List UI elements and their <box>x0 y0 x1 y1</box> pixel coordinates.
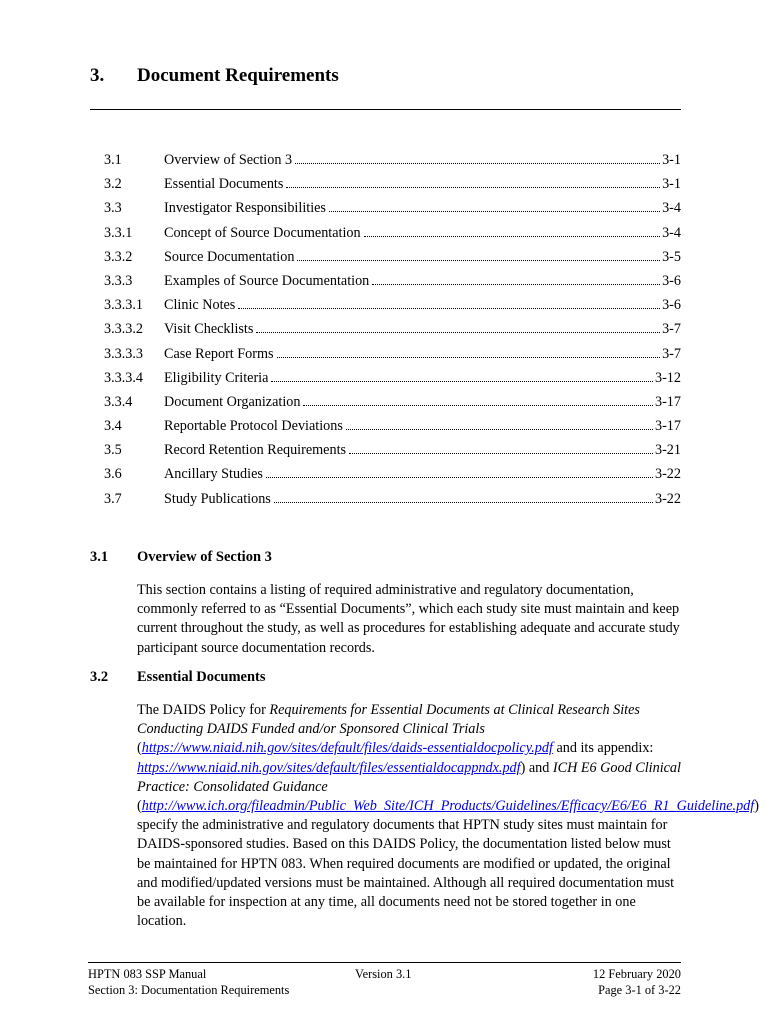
toc-dot-leader <box>274 502 653 503</box>
toc-dot-leader <box>329 211 660 212</box>
toc-entry-page: 3-22 <box>654 466 681 483</box>
section-3-2-body <box>137 701 759 931</box>
toc-dot-leader <box>271 381 653 382</box>
toc-entry-title: Source Documentation <box>164 248 295 265</box>
toc-dot-leader <box>286 187 660 188</box>
toc-entry-number: 3.1 <box>104 152 122 168</box>
toc-dot-leader <box>349 453 653 454</box>
toc-entry-page: 3-17 <box>654 418 681 435</box>
policy-title: Requirements for Essential Documents at Clinical Research Sites Conducting DAIDS Funded and/or Sponsored Clinical Trials <box>137 702 640 738</box>
ich-guideline-link[interactable]: http://www.ich.org/fileadmin/Public_Web_Site/ICH_Products/Guidelines/Efficacy/E6/E6_R1_Guideline.pdf <box>141 798 755 815</box>
toc-entry-title: Record Retention Requirements <box>164 442 347 459</box>
toc-entry[interactable] <box>104 464 681 488</box>
policy-link[interactable]: https://www.niaid.nih.gov/sites/default/files/daids-essentialdocpolicy.pdf <box>141 740 553 757</box>
toc-entry-title: Concept of Source Documentation <box>164 224 361 241</box>
footer-version: Version 3.1 <box>355 967 412 981</box>
toc-dot-leader <box>256 332 660 333</box>
toc-entry-number: 3.3.2 <box>104 248 133 265</box>
paren-open: ( <box>137 798 142 815</box>
toc-dot-leader <box>238 308 660 309</box>
table-of-contents <box>104 150 681 513</box>
toc-entry-title: Study Publications <box>164 490 271 507</box>
toc-entry-number: 3.3.1 <box>104 224 133 241</box>
toc-entry-number: 3.2 <box>104 176 122 193</box>
paren-open: ( <box>137 740 142 757</box>
footer-manual-name: HPTN 083 SSP Manual <box>88 967 207 981</box>
toc-dot-leader <box>372 284 660 285</box>
toc-entry[interactable] <box>104 174 681 198</box>
toc-entry-page: 3-6 <box>662 297 681 314</box>
section-title: Essential Documents <box>137 669 266 685</box>
toc-dot-leader <box>297 260 660 261</box>
chapter-title: Document Requirements <box>137 65 339 86</box>
toc-entry-title: Case Report Forms <box>164 345 274 362</box>
toc-entry-page: 3-12 <box>654 369 681 386</box>
footer-divider <box>88 962 681 963</box>
toc-dot-leader <box>277 357 661 358</box>
toc-entry-number: 3.3.3.4 <box>104 369 144 386</box>
chapter-number: 3. <box>90 65 105 86</box>
toc-entry-number: 3.6 <box>104 466 122 483</box>
section-3-1-body: This section contains a listing of required administrative and regulatory documentation, commonly referred to as “Essential Documents”, which each study site must maintain and keep current throughout the study, as well as procedures for establishing adequate and accurate study participant source documentation records. <box>137 582 680 656</box>
toc-entry-number: 3.5 <box>104 442 122 459</box>
toc-entry-title: Reportable Protocol Deviations <box>164 418 343 435</box>
toc-dot-leader <box>364 236 660 237</box>
toc-entry-number: 3.3.3.3 <box>104 345 144 362</box>
toc-entry[interactable] <box>104 223 681 247</box>
and-text: ) and <box>520 759 553 776</box>
toc-entry-title: Examples of Source Documentation <box>164 272 370 289</box>
toc-entry[interactable] <box>104 440 681 464</box>
toc-entry-title: Document Organization <box>164 393 301 410</box>
toc-entry[interactable] <box>104 368 681 392</box>
appendix-text: and its appendix: <box>552 740 654 757</box>
toc-entry-page: 3-21 <box>654 442 681 459</box>
footer-left <box>88 966 289 998</box>
toc-dot-leader <box>266 477 653 478</box>
toc-entry-number: 3.7 <box>104 490 122 507</box>
toc-entry[interactable] <box>104 319 681 343</box>
toc-entry-title: Overview of Section 3 <box>164 152 293 168</box>
toc-entry-page: 3-5 <box>662 248 681 265</box>
toc-entry-title: Eligibility Criteria <box>164 369 269 386</box>
toc-entry-page: 3-1 <box>662 152 681 168</box>
toc-entry[interactable] <box>104 295 681 319</box>
toc-entry-page: 3-22 <box>654 490 681 507</box>
toc-entry-number: 3.3.3 <box>104 272 133 289</box>
toc-entry-page: 3-4 <box>662 200 681 217</box>
toc-entry-number: 3.3.3.2 <box>104 321 144 338</box>
toc-entry-title: Investigator Responsibilities <box>164 200 326 217</box>
toc-entry-number: 3.3 <box>104 200 122 217</box>
toc-entry[interactable] <box>104 489 681 513</box>
toc-entry[interactable] <box>104 198 681 222</box>
footer-section-name: Section 3: Documentation Requirements <box>88 983 290 997</box>
toc-entry-page: 3-1 <box>662 176 681 193</box>
footer-date: 12 February 2020 <box>592 967 681 981</box>
toc-dot-leader <box>303 405 653 406</box>
toc-entry-page: 3-7 <box>662 345 681 362</box>
toc-entry-page: 3-7 <box>662 321 681 338</box>
intro-text: The DAIDS Policy for <box>137 702 270 718</box>
toc-entry-page: 3-17 <box>654 393 681 410</box>
chapter-divider <box>90 109 681 110</box>
toc-entry-number: 3.3.3.1 <box>104 297 144 314</box>
toc-entry[interactable] <box>104 344 681 368</box>
toc-entry-number: 3.4 <box>104 418 122 435</box>
ich-title: ICH E6 Good Clinical Practice: Consolidated Guidance <box>137 759 681 795</box>
toc-entry[interactable] <box>104 150 681 174</box>
toc-entry[interactable] <box>104 392 681 416</box>
toc-entry[interactable] <box>104 247 681 271</box>
toc-entry-page: 3-4 <box>662 224 681 241</box>
toc-entry[interactable] <box>104 271 681 295</box>
section-title: Overview of Section 3 <box>137 549 272 565</box>
toc-entry-title: Ancillary Studies <box>164 466 263 483</box>
toc-entry-page: 3-6 <box>662 272 681 289</box>
toc-entry[interactable] <box>104 416 681 440</box>
toc-entry-number: 3.3.4 <box>104 393 133 410</box>
toc-entry-title: Clinic Notes <box>164 297 236 314</box>
toc-entry-title: Essential Documents <box>164 176 284 193</box>
appendix-link[interactable]: https://www.niaid.nih.gov/sites/default/files/essentialdocappndx.pdf <box>137 759 521 776</box>
toc-dot-leader <box>295 163 660 164</box>
footer-page-number: Page 3-1 of 3-22 <box>598 983 681 997</box>
section-number: 3.2 <box>90 669 109 685</box>
section-number: 3.1 <box>90 549 109 565</box>
toc-entry-title: Visit Checklists <box>164 321 254 338</box>
toc-dot-leader <box>346 429 653 430</box>
body-text: ) specify the administrative and regulatory documents that HPTN study sites must maintain for DAIDS-sponsored studies. Based on this DAIDS Policy, the documentation listed below must be maintained for HPTN 083. When required documents are modified or updated, the original and modified/updated versions must be maintained. Although all required documentation must be available for inspection at any time, all documents need not be stored together in one location. <box>137 798 759 930</box>
footer-right <box>593 966 681 998</box>
